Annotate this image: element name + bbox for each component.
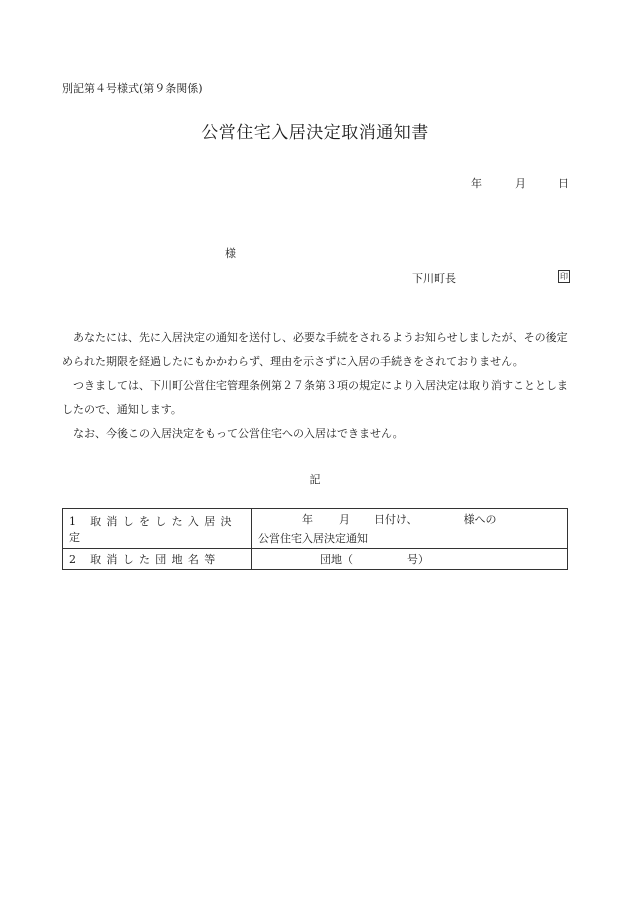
row2-label: 2 取消した団地名等: [63, 549, 252, 570]
table-row: [63, 509, 568, 549]
row1-year: 年: [302, 513, 313, 526]
row2-danchi: 団地（: [320, 553, 353, 566]
row1-month: 月: [339, 513, 350, 526]
body-paragraph-3: なお、今後この入居決定をもって公営住宅への入居はできません。: [73, 427, 404, 440]
ki-heading: 記: [309, 473, 321, 486]
date-year: 年: [471, 177, 482, 190]
row2-go: 号）: [407, 553, 429, 566]
row1-label: 1 取消しをした入居決定: [63, 509, 252, 549]
seal-mark: 印: [560, 272, 568, 281]
body-paragraph-2: つきましては、下川町公営住宅管理条例第２７条第３項の規定により入居決定は取り消すこととしましたので、通知します。: [62, 379, 568, 416]
date-day: 日: [558, 177, 569, 190]
row1-value-line1: [258, 511, 561, 527]
row2-value: [252, 549, 568, 570]
document-title: 公営住宅入居決定取消通知書: [201, 123, 429, 143]
addressee-suffix: 様: [225, 247, 236, 260]
row1-sama: 様への: [463, 513, 497, 526]
sender-name: 下川町長: [412, 272, 456, 285]
row1-value-line2: 公営住宅入居決定通知: [258, 532, 368, 545]
body-paragraph-1: あなたには、先に入居決定の通知を送付し、必要な手続をされるようお知らせしましたが、その後定められた期限を経過したにもかかわらず、理由を示さずに入居の手続きをされておりません。: [62, 331, 568, 368]
date-month: 月: [515, 177, 526, 190]
form-number: 別記第４号様式(第９条関係): [62, 82, 203, 95]
row1-value: [252, 509, 568, 549]
table-row: [63, 549, 568, 570]
details-table: [62, 508, 568, 570]
body-text: [62, 326, 572, 446]
row1-dated: 日付け、: [374, 513, 418, 526]
